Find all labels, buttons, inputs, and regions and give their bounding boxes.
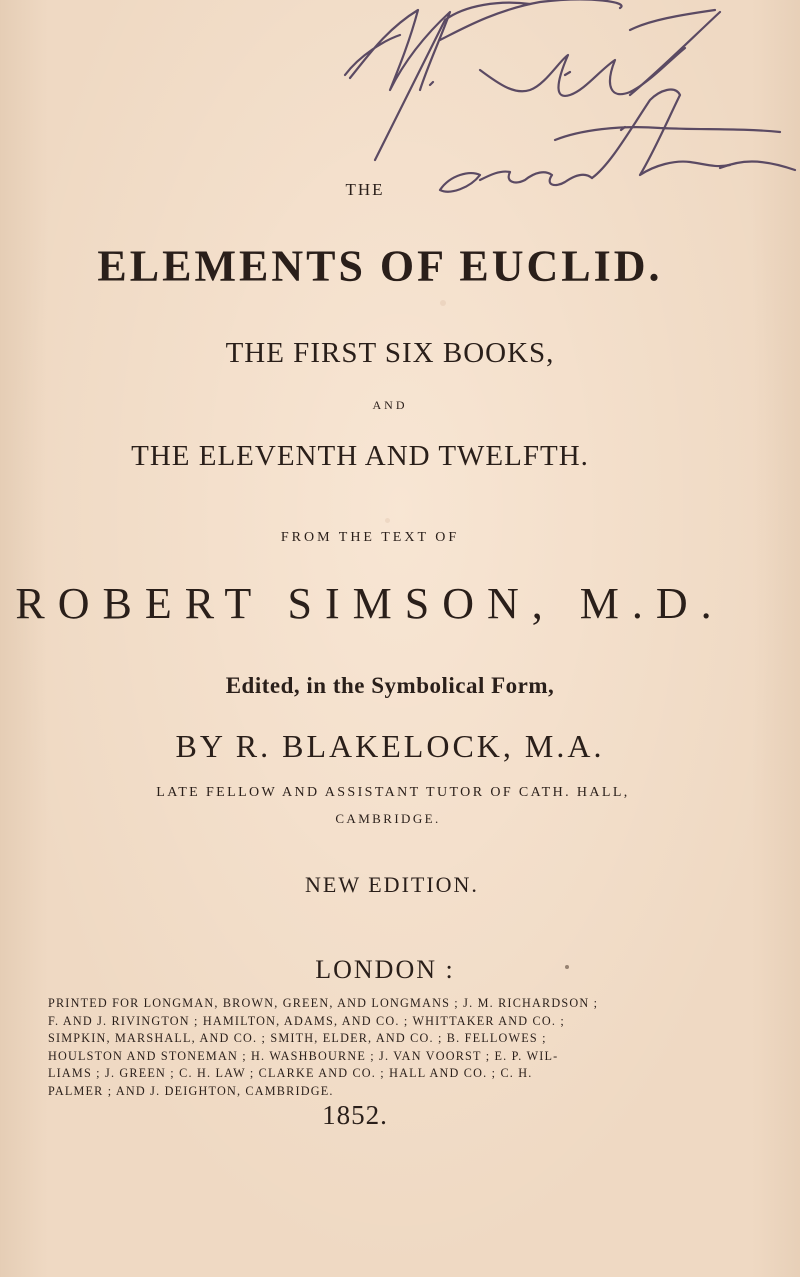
editor-affiliation: LATE FELLOW AND ASSISTANT TUTOR OF CATH. HALL, (156, 785, 630, 800)
editor-name: BY R. BLAKELOCK, M.A. (175, 728, 605, 764)
imprint-line: PALMER ; AND J. DEIGHTON, CAMBRIDGE. (48, 1083, 334, 1098)
publication-place: LONDON : (315, 955, 455, 984)
from-text-of: FROM THE TEXT OF (280, 530, 460, 545)
imprint-line: HOULSTON AND STONEMAN ; H. WASHBOURNE ; J. VAN VOORST ; E. P. WIL- (48, 1048, 559, 1063)
title-the: THE (345, 180, 385, 199)
editor-affiliation-place: CAMBRIDGE. (335, 811, 441, 826)
foxing-spot (440, 300, 446, 306)
author-name: ROBERT SIMSON, M.D. (15, 579, 725, 628)
subtitle-and: AND (372, 398, 408, 412)
edition-note: NEW EDITION. (305, 872, 479, 897)
imprint-line: F. AND J. RIVINGTON ; HAMILTON, ADAMS, AND CO. ; WHITTAKER AND CO. ; (48, 1013, 565, 1028)
main-title: ELEMENTS OF EUCLID. (97, 240, 663, 291)
imprint-line: PRINTED FOR LONGMAN, BROWN, GREEN, AND LONGMANS ; J. M. RICHARDSON ; (48, 996, 599, 1010)
imprint-line: SIMPKIN, MARSHALL, AND CO. ; SMITH, ELDER, AND CO. ; B. FELLOWES ; (48, 1031, 547, 1045)
foxing-spot (385, 518, 390, 523)
subtitle-eleventh-twelfth: THE ELEVENTH AND TWELFTH. (131, 440, 589, 472)
edited-line: Edited, in the Symbolical Form, (225, 673, 555, 698)
publication-year: 1852. (322, 1100, 388, 1130)
imprint-line: LIAMS ; J. GREEN ; C. H. LAW ; CLARKE AND CO. ; HALL AND CO. ; C. H. (48, 1066, 533, 1080)
subtitle-books: THE FIRST SIX BOOKS, (225, 337, 555, 369)
publishers-imprint (48, 995, 660, 1100)
